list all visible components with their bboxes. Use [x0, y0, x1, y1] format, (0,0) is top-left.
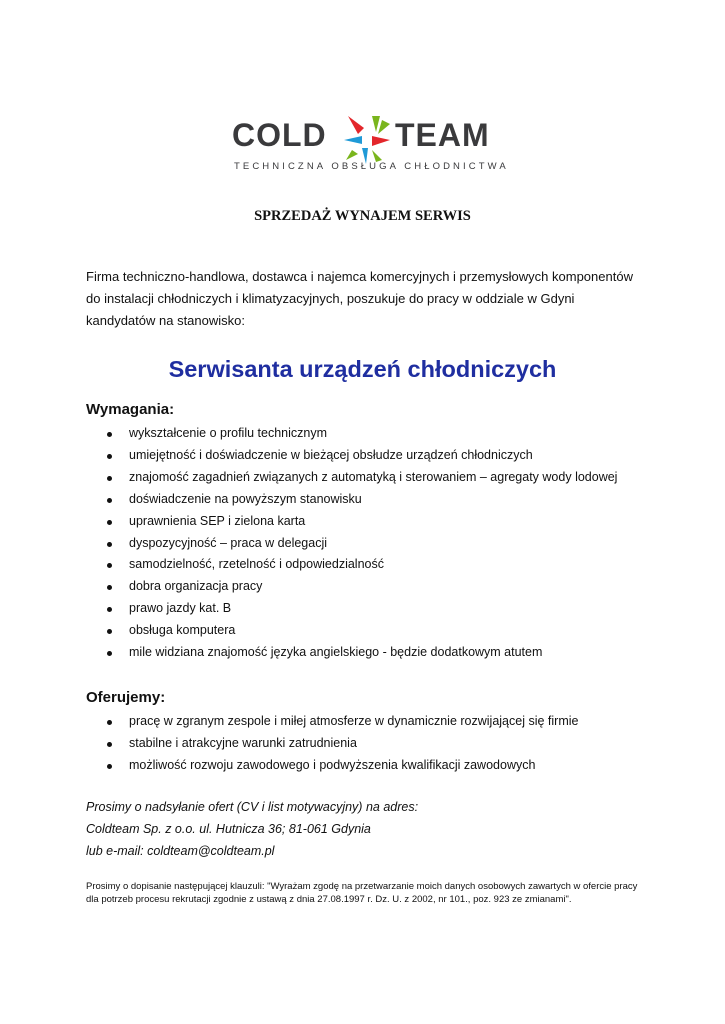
requirement-item: doświadczenie na powyższym stanowisku	[86, 489, 646, 511]
requirement-item: prawo jazdy kat. B	[86, 598, 646, 620]
requirement-item: uprawnienia SEP i zielona karta	[86, 511, 646, 533]
contact-address: Coldteam Sp. z o.o. ul. Hutnicza 36; 81-061 Gdynia	[86, 822, 371, 836]
logo-word-cold: COLD	[232, 117, 327, 153]
logo-arrow-green-left	[346, 150, 358, 160]
logo-arrow-red-right	[372, 136, 390, 146]
logo-tagline: TECHNICZNA OBSŁUGA CHŁODNICTWA	[234, 161, 509, 172]
requirement-item: obsługa komputera	[86, 620, 646, 642]
requirement-item: wykształcenie o profilu technicznym	[86, 423, 646, 445]
job-title: Serwisanta urządzeń chłodniczych	[168, 356, 557, 382]
logo-arrow-green-small	[378, 120, 390, 134]
logo-arrows-icon	[342, 114, 392, 164]
offer-heading: Oferujemy:	[86, 689, 166, 706]
requirement-item: samodzielność, rzetelność i odpowiedzialność	[86, 554, 646, 576]
contact-instructions: Prosimy o nadsyłanie ofert (CV i list motywacyjny) na adres:	[86, 800, 419, 814]
offer-item: stabilne i atrakcyjne warunki zatrudnienia	[86, 733, 646, 755]
logo-arrow-green	[372, 116, 380, 132]
requirement-item: dobra organizacja pracy	[86, 576, 646, 598]
company-logo	[232, 106, 509, 178]
services-subtitle: SPRZEDAŻ WYNAJEM SERWIS	[254, 208, 471, 224]
logo-word-team: TEAM	[395, 117, 490, 153]
intro-paragraph: Firma techniczno-handlowa, dostawca i najemca komercyjnych i przemysłowych komponentów do instalacji chłodniczych i klimatyzacyjnych, poszukuje do pracy w oddziale w Gdyni kandydatów na stanowisko:	[86, 269, 633, 328]
offer-list	[86, 711, 646, 777]
offer-item: pracę w zgranym zespole i miłej atmosferze w dynamicznie rozwijającej się firmie	[86, 711, 646, 733]
requirement-item: dyspozycyjność – praca w delegacji	[86, 533, 646, 555]
logo-arrow-blue	[344, 136, 362, 144]
requirements-list	[86, 423, 646, 664]
requirement-item: umiejętność i doświadczenie w bieżącej obsłudze urządzeń chłodniczych	[86, 445, 646, 467]
requirements-heading: Wymagania:	[86, 401, 175, 418]
contact-email: lub e-mail: coldteam@coldteam.pl	[86, 844, 275, 858]
offer-item: możliwość rozwoju zawodowego i podwyższenia kwalifikacji zawodowych	[86, 755, 646, 777]
gdpr-clause: Prosimy o dopisanie następującej klauzuli: "Wyrażam zgodę na przetwarzanie moich danych osobowych zawartych w ofercie pracy dla potrzeb procesu rekrutacji zgodnie z ustawą z dnia 27.08.1997 r. Dz. U. z 2002, nr 101., poz. 923 ze zmianami".	[86, 881, 638, 905]
logo-arrow-red	[348, 116, 364, 134]
requirement-item: znajomość zagadnień związanych z automatyką i sterowaniem – agregaty wody lodowej	[86, 467, 646, 489]
requirement-item: mile widziana znajomość języka angielskiego - będzie dodatkowym atutem	[86, 642, 646, 664]
